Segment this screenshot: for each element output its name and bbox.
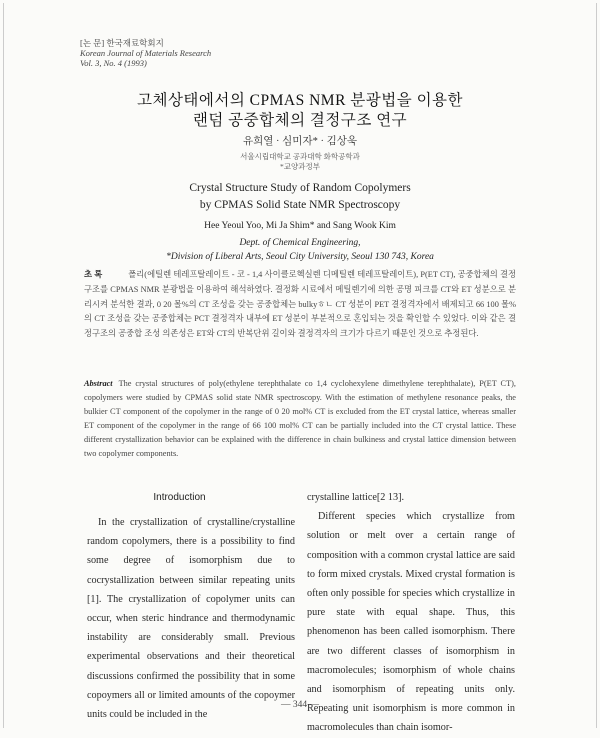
korean-affiliation-line-2: *교양과정부 xyxy=(280,162,320,171)
english-affiliation-line-2: *Division of Liberal Arts, Seoul City University, Seoul 130 743, Korea xyxy=(166,252,434,262)
journal-line-1: [논 문] 한국재료학회지 xyxy=(80,38,164,48)
korean-affiliation xyxy=(0,152,600,172)
english-abstract-label: Abstract xyxy=(84,379,113,388)
journal-line-2: Korean Journal of Materials Research xyxy=(80,48,212,58)
korean-authors: 유희열 · 심미자* · 김상욱 xyxy=(242,136,358,147)
english-abstract xyxy=(84,377,516,460)
left-column xyxy=(87,513,295,724)
korean-abstract xyxy=(84,268,516,342)
english-authors: Hee Yeoul Yoo, Mi Ja Shim* and Sang Wook Kim xyxy=(204,221,396,231)
english-abstract-text: The crystal structures of poly(ethylene terephthalate co 1,4 cyclohexylene dimethylene terephthalate), P(ET CT), copolymers were studied by CPMAS solid state NMR spectroscopy. With the estimation of methylene resonance peaks, the bulkier CT component of the copolymer in the range of 0 20 mol% CT is excluded from the ET crystal lattice, whereas smaller ET component of the copolymer in the range of 66 100 mol% CT can be partially included into the CT crystal lattice. These different crystallization behavior can be explained with the difference in chain bulkiness and crystal lattice dimension between two copolymer components. xyxy=(84,379,516,458)
introduction-heading: Introduction xyxy=(153,492,206,503)
english-title xyxy=(0,180,600,214)
journal-header xyxy=(80,38,211,68)
intro-paragraph-1: In the crystallization of crystalline/crystalline random copolymers, there is a possibility to find some degree of isomorphism due to cocrystallization between similar repeating units [1]. The crystallization of copolymer units can occur, when steric hindrance and thermodynamic instability are considerably small. Previous experimental observations and their theoretical discussions confirmed the possibility that in some copoymers all or limited amounts of the copoymer units could be included in the xyxy=(87,517,295,721)
journal-line-3: Vol. 3, No. 4 (1993) xyxy=(80,58,147,68)
intro-paragraph-2: Different species which crystallize from solution or melt over a certain range of composition with a common crystal lattice are said to form mixed crystals. Mixed crystal formation is often only possible for species which crystallize in pure state with equal shape. Thus, this phenomenon has been called isomorphism. There are two different classes of isomorphism in macromolecules; isomorphism of whole chains and isomorphism of repeating units only. Repeating unit isomorphism is more common in macromolecules than chain isomor- xyxy=(307,511,515,734)
korean-abstract-text: 폴리(에틸렌 테레프탈레이트 - 코 - 1,4 사이클로헥실렌 디메틸렌 테레프탈레이트), P(ET CT), 공중합체의 결정구조를 CPMAS NMR 분광법을 이용하여 해석하였다. 결정화 시료에서 메틸렌기에 의한 공명 피크를 CT와 ET 성분으로 분리시켜 분석한 결과, 0 20 몰%의 CT 조성을 갖는 공중합체는 bulkyㅎㄴ CT 성분이 PET 결정격자에서 배제되고 66 100 몰%의 CT 조성을 갖는 공중합체는 PCT 결정격자 내부에 ET 성분이 부분적으로 혼입되는 것을 확인할 수 있었다. 이와 같은 결정구조의 공중합 조성 의존성은 ET와 CT의 반복단위 길이와 결정격자의 크기가 다르기 때문인 것으로 추정된다. xyxy=(84,270,516,339)
english-title-line-1: Crystal Structure Study of Random Copolymers xyxy=(189,182,411,194)
korean-abstract-label: 초 록 xyxy=(84,270,103,279)
korean-title-line-1: 고체상태에서의 CPMAS NMR 분광법을 이용한 xyxy=(137,92,463,109)
korean-title-line-2: 랜덤 공중합체의 결정구조 연구 xyxy=(192,112,408,129)
page-number: — 344 — xyxy=(281,700,319,710)
english-affiliation xyxy=(0,236,600,264)
english-affiliation-line-1: Dept. of Chemical Engineering, xyxy=(239,238,361,248)
korean-affiliation-line-1: 서울시립대학교 공과대학 화학공학과 xyxy=(240,152,360,161)
intro-paragraph-continued: crystalline lattice[2 13]. xyxy=(307,492,405,503)
english-title-line-2: by CPMAS Solid State NMR Spectroscopy xyxy=(199,199,401,211)
korean-title xyxy=(0,91,600,131)
